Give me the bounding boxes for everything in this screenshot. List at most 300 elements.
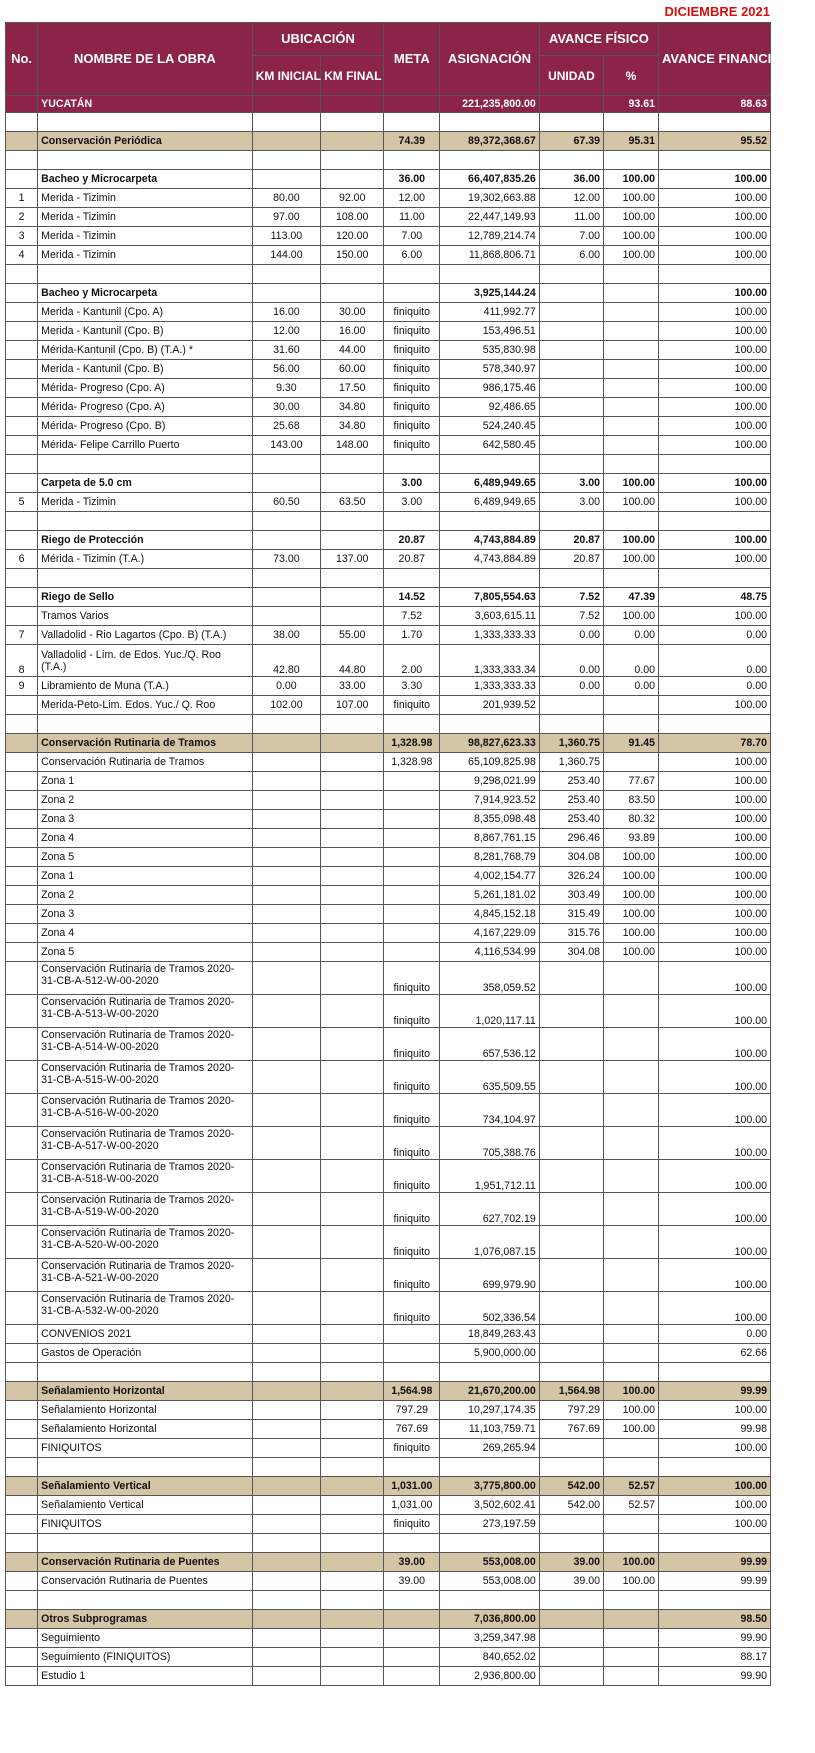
cell-km-inicial — [252, 943, 320, 962]
cell-unidad — [539, 1160, 603, 1193]
cell-name: Tramos Varios — [38, 607, 253, 626]
empty-cell — [6, 1591, 38, 1610]
cell-meta: finiquito — [384, 1160, 440, 1193]
empty-cell — [38, 113, 253, 132]
cell-asignacion: 986,175.46 — [440, 379, 540, 398]
cell-pct — [604, 1160, 659, 1193]
empty-cell — [384, 151, 440, 170]
cell-km-final: 33.00 — [321, 677, 384, 696]
cell-unidad — [539, 1648, 603, 1667]
cell-name: Conservación Rutinaria de Tramos — [38, 734, 253, 753]
cell-meta — [384, 810, 440, 829]
cell-avance-financiero: 100.00 — [658, 1094, 770, 1127]
cell-name: Señalamiento Vertical — [38, 1496, 253, 1515]
cell-unidad: 767.69 — [539, 1420, 603, 1439]
cell-meta: 1,564.98 — [384, 1382, 440, 1401]
cell-km-inicial — [252, 829, 320, 848]
cell-no — [6, 417, 38, 436]
empty-cell — [440, 455, 540, 474]
cell-meta: 39.00 — [384, 1572, 440, 1591]
cell-km-inicial: 42.80 — [252, 645, 320, 677]
cell-km-final — [321, 1160, 384, 1193]
cell-pct: 100.00 — [604, 924, 659, 943]
subtotal-row — [6, 531, 771, 550]
cell-unidad: 20.87 — [539, 531, 603, 550]
cell-km-final — [321, 132, 384, 151]
cell-asignacion: 269,265.94 — [440, 1439, 540, 1458]
cell-no — [6, 924, 38, 943]
cell-avance-financiero: 100.00 — [658, 284, 770, 303]
table-row — [6, 962, 771, 995]
empty-cell — [321, 512, 384, 531]
cell-asignacion: 89,372,368.67 — [440, 132, 540, 151]
table-row — [6, 436, 771, 455]
cell-avance-financiero: 95.52 — [658, 132, 770, 151]
cell-meta: finiquito — [384, 1292, 440, 1325]
cell-unidad — [539, 1094, 603, 1127]
table-row — [6, 1496, 771, 1515]
cell-km-final: 150.00 — [321, 246, 384, 265]
cell-km-inicial — [252, 791, 320, 810]
cell-asignacion: 635,509.55 — [440, 1061, 540, 1094]
cell-name: Conservación Rutinaria de Tramos 2020-31-CB-A-516-W-00-2020 — [38, 1094, 253, 1127]
cell-avance-financiero: 100.00 — [658, 1496, 770, 1515]
table-row — [6, 550, 771, 569]
table-row — [6, 1061, 771, 1094]
cell-pct — [604, 995, 659, 1028]
cell-unidad — [539, 322, 603, 341]
cell-km-inicial: 97.00 — [252, 208, 320, 227]
cell-asignacion: 4,116,534.99 — [440, 943, 540, 962]
cell-pct — [604, 1292, 659, 1325]
cell-unidad — [539, 1292, 603, 1325]
cell-unidad: 7.52 — [539, 607, 603, 626]
cell-name: Seguimiento (FINIQUITOS) — [38, 1648, 253, 1667]
cell-km-final — [321, 924, 384, 943]
cell-avance-financiero: 100.00 — [658, 303, 770, 322]
cell-km-inicial: 12.00 — [252, 322, 320, 341]
cell-name: Seguimiento — [38, 1629, 253, 1648]
empty-cell — [384, 1534, 440, 1553]
cell-avance-financiero: 100.00 — [658, 1292, 770, 1325]
works-table — [5, 22, 815, 1686]
cell-pct: 100.00 — [604, 246, 659, 265]
cell-meta — [384, 867, 440, 886]
cell-asignacion: 7,914,923.52 — [440, 791, 540, 810]
cell-no: 6 — [6, 550, 38, 569]
cell-meta: finiquito — [384, 360, 440, 379]
table-row — [6, 1127, 771, 1160]
table-row — [6, 1401, 771, 1420]
blank-row — [6, 715, 771, 734]
cell-avance-financiero: 0.00 — [658, 677, 770, 696]
cell-asignacion: 4,845,152.18 — [440, 905, 540, 924]
empty-cell — [440, 1534, 540, 1553]
cell-km-final: 30.00 — [321, 303, 384, 322]
cell-km-inicial: 25.68 — [252, 417, 320, 436]
table-row — [6, 867, 771, 886]
cell-km-inicial: 144.00 — [252, 246, 320, 265]
cell-no — [6, 284, 38, 303]
empty-cell — [321, 113, 384, 132]
empty-cell — [6, 1458, 38, 1477]
cell-unidad: 39.00 — [539, 1553, 603, 1572]
cell-asignacion: 5,261,181.02 — [440, 886, 540, 905]
cell-pct — [604, 398, 659, 417]
cell-no: 8 — [6, 645, 38, 677]
cell-km-final: 44.80 — [321, 645, 384, 677]
cell-km-inicial: 31.60 — [252, 341, 320, 360]
cell-pct — [604, 1515, 659, 1534]
cell-km-final — [321, 170, 384, 189]
cell-unidad: 315.76 — [539, 924, 603, 943]
cell-name: Riego de Sello — [38, 588, 253, 607]
empty-cell — [440, 265, 540, 284]
cell-asignacion: 4,743,884.89 — [440, 550, 540, 569]
cell-km-inicial — [252, 284, 320, 303]
cell-avance-financiero: 100.00 — [658, 810, 770, 829]
cell-avance-financiero: 100.00 — [658, 1259, 770, 1292]
cell-meta: finiquito — [384, 1193, 440, 1226]
cell-name: Merida - Tizimin — [38, 227, 253, 246]
table-row — [6, 791, 771, 810]
cell-asignacion: 5,900,000.00 — [440, 1344, 540, 1363]
cell-meta: 3.00 — [384, 493, 440, 512]
cell-unidad: 1,360.75 — [539, 734, 603, 753]
cell-asignacion: 12,789,214.74 — [440, 227, 540, 246]
cell-avance-financiero: 100.00 — [658, 436, 770, 455]
cell-unidad: 3.00 — [539, 474, 603, 493]
table-row — [6, 1193, 771, 1226]
table-row — [6, 1439, 771, 1458]
cell-km-inicial — [252, 1496, 320, 1515]
cell-no: 5 — [6, 493, 38, 512]
cell-avance-financiero: 99.90 — [658, 1629, 770, 1648]
cell-no — [6, 734, 38, 753]
cell-name: Carpeta de 5.0 cm — [38, 474, 253, 493]
cell-km-inicial — [252, 753, 320, 772]
cell-no — [6, 1193, 38, 1226]
header-unidad: UNIDAD — [539, 56, 603, 96]
cell-asignacion: 411,992.77 — [440, 303, 540, 322]
cell-km-inicial — [252, 1028, 320, 1061]
cell-km-final — [321, 1401, 384, 1420]
cell-no — [6, 905, 38, 924]
cell-km-final — [321, 1667, 384, 1686]
cell-meta: 3.00 — [384, 474, 440, 493]
cell-name: Mérida - Tizimin (T.A.) — [38, 550, 253, 569]
cell-pct: 100.00 — [604, 607, 659, 626]
empty-cell — [440, 512, 540, 531]
cell-meta: 767.69 — [384, 1420, 440, 1439]
blank-row — [6, 113, 771, 132]
cell-pct — [604, 1610, 659, 1629]
cell-meta: finiquito — [384, 417, 440, 436]
cell-meta — [384, 1325, 440, 1344]
cell-avance-financiero: 100.00 — [658, 1028, 770, 1061]
cell-km-final: 107.00 — [321, 696, 384, 715]
cell-unidad: 326.24 — [539, 867, 603, 886]
cell-unidad: 20.87 — [539, 550, 603, 569]
cell-asignacion: 8,867,761.15 — [440, 829, 540, 848]
cell-asignacion: 535,830.98 — [440, 341, 540, 360]
cell-pct — [604, 1344, 659, 1363]
cell-unidad: 296.46 — [539, 829, 603, 848]
empty-cell — [384, 113, 440, 132]
cell-km-final — [321, 943, 384, 962]
cell-km-inicial — [252, 1094, 320, 1127]
cell-km-inicial — [252, 1061, 320, 1094]
cell-pct — [604, 1439, 659, 1458]
cell-name: Merida - Tizimin — [38, 189, 253, 208]
cell-avance-financiero: 100.00 — [658, 417, 770, 436]
cell-name: Zona 2 — [38, 886, 253, 905]
empty-cell — [252, 1363, 320, 1382]
cell-avance-financiero: 100.00 — [658, 753, 770, 772]
cell-meta: 2.00 — [384, 645, 440, 677]
cell-no — [6, 341, 38, 360]
cell-no — [6, 696, 38, 715]
cell-name: Conservación Rutinaria de Tramos 2020-31-CB-A-514-W-00-2020 — [38, 1028, 253, 1061]
cell-avance-financiero: 0.00 — [658, 626, 770, 645]
cell-pct: 100.00 — [604, 905, 659, 924]
cell-pct: 0.00 — [604, 626, 659, 645]
cell-unidad: 7.00 — [539, 227, 603, 246]
cell-no — [6, 1496, 38, 1515]
cell-avance-financiero: 100.00 — [658, 550, 770, 569]
cell-unidad: 797.29 — [539, 1401, 603, 1420]
cell-unidad — [539, 995, 603, 1028]
cell-no: 9 — [6, 677, 38, 696]
cell-km-inicial: 16.00 — [252, 303, 320, 322]
cell-no — [6, 1325, 38, 1344]
cell-km-inicial — [252, 1292, 320, 1325]
table-row — [6, 322, 771, 341]
empty-cell — [6, 455, 38, 474]
cell-meta: finiquito — [384, 398, 440, 417]
cell-meta — [384, 96, 440, 113]
cell-name: Libramiento de Muna (T.A.) — [38, 677, 253, 696]
cell-avance-financiero: 100.00 — [658, 170, 770, 189]
cell-unidad — [539, 1439, 603, 1458]
cell-avance-financiero: 100.00 — [658, 829, 770, 848]
empty-cell — [658, 1458, 770, 1477]
cell-pct: 100.00 — [604, 1572, 659, 1591]
cell-km-final — [321, 1610, 384, 1629]
empty-cell — [539, 1591, 603, 1610]
cell-avance-financiero: 0.00 — [658, 1325, 770, 1344]
cell-km-inicial — [252, 474, 320, 493]
cell-asignacion: 92,486.65 — [440, 398, 540, 417]
empty-cell — [604, 113, 659, 132]
table-row — [6, 1292, 771, 1325]
empty-cell — [658, 1591, 770, 1610]
empty-cell — [539, 1534, 603, 1553]
cell-asignacion: 153,496.51 — [440, 322, 540, 341]
cell-km-final — [321, 848, 384, 867]
cell-asignacion: 3,603,615.11 — [440, 607, 540, 626]
cell-asignacion: 1,951,712.11 — [440, 1160, 540, 1193]
cell-pct: 100.00 — [604, 474, 659, 493]
cell-name: Zona 1 — [38, 867, 253, 886]
cell-meta: finiquito — [384, 1028, 440, 1061]
cell-name: Merida - Kantunil (Cpo. B) — [38, 322, 253, 341]
cell-no — [6, 848, 38, 867]
cell-pct: 100.00 — [604, 886, 659, 905]
cell-km-inicial — [252, 1420, 320, 1439]
cell-name: Merida - Tizimin — [38, 208, 253, 227]
cell-name: Zona 4 — [38, 924, 253, 943]
cell-meta: finiquito — [384, 962, 440, 995]
empty-cell — [321, 569, 384, 588]
cell-no: 7 — [6, 626, 38, 645]
cell-no — [6, 772, 38, 791]
cell-km-final — [321, 1382, 384, 1401]
cell-avance-financiero: 88.63 — [658, 96, 770, 113]
table-row — [6, 1629, 771, 1648]
cell-unidad — [539, 1667, 603, 1686]
table-row — [6, 1420, 771, 1439]
empty-cell — [440, 569, 540, 588]
cell-km-final — [321, 531, 384, 550]
cell-asignacion: 4,167,229.09 — [440, 924, 540, 943]
cell-name: CONVENIOS 2021 — [38, 1325, 253, 1344]
cell-asignacion: 4,743,884.89 — [440, 531, 540, 550]
header-km-final: KM FINAL — [321, 56, 384, 96]
cell-no — [6, 1094, 38, 1127]
cell-pct: 100.00 — [604, 550, 659, 569]
cell-km-final — [321, 867, 384, 886]
table-row — [6, 417, 771, 436]
cell-meta: 12.00 — [384, 189, 440, 208]
blank-row — [6, 151, 771, 170]
cell-no — [6, 1572, 38, 1591]
cell-no — [6, 170, 38, 189]
cell-avance-financiero: 100.00 — [658, 791, 770, 810]
cell-no — [6, 1401, 38, 1420]
cell-km-inicial — [252, 170, 320, 189]
table-row — [6, 645, 771, 677]
empty-cell — [6, 569, 38, 588]
header-obra: NOMBRE DE LA OBRA — [38, 23, 253, 96]
cell-no — [6, 791, 38, 810]
empty-cell — [658, 455, 770, 474]
empty-cell — [321, 715, 384, 734]
cell-asignacion: 21,670,200.00 — [440, 1382, 540, 1401]
table-row — [6, 1259, 771, 1292]
cell-avance-financiero: 99.99 — [658, 1382, 770, 1401]
cell-pct — [604, 1226, 659, 1259]
cell-asignacion: 8,281,768.79 — [440, 848, 540, 867]
cell-asignacion: 3,259,347.98 — [440, 1629, 540, 1648]
cell-name: Zona 5 — [38, 943, 253, 962]
empty-cell — [539, 512, 603, 531]
cell-meta: finiquito — [384, 1515, 440, 1534]
cell-km-inicial — [252, 96, 320, 113]
cell-name: Zona 1 — [38, 772, 253, 791]
cell-meta: finiquito — [384, 303, 440, 322]
cell-meta: 74.39 — [384, 132, 440, 151]
table-row — [6, 772, 771, 791]
cell-km-inicial — [252, 1477, 320, 1496]
cell-avance-financiero: 100.00 — [658, 1193, 770, 1226]
cell-unidad — [539, 417, 603, 436]
cell-km-final — [321, 1496, 384, 1515]
cell-asignacion: 578,340.97 — [440, 360, 540, 379]
cell-meta: 6.00 — [384, 246, 440, 265]
empty-cell — [252, 455, 320, 474]
header-asignacion: ASIGNACIÓN — [440, 23, 540, 96]
cell-km-inicial — [252, 1439, 320, 1458]
cell-km-final: 44.00 — [321, 341, 384, 360]
cell-meta: finiquito — [384, 1061, 440, 1094]
cell-avance-financiero: 100.00 — [658, 1477, 770, 1496]
cell-asignacion: 6,489,949.65 — [440, 474, 540, 493]
table-row — [6, 1325, 771, 1344]
cell-name: Merida - Tizimin — [38, 246, 253, 265]
cell-name: Otros Subprogramas — [38, 1610, 253, 1629]
cell-no — [6, 829, 38, 848]
cell-pct — [604, 341, 659, 360]
cell-no — [6, 753, 38, 772]
table-row — [6, 341, 771, 360]
cell-km-inicial — [252, 132, 320, 151]
cell-km-inicial: 60.50 — [252, 493, 320, 512]
cell-asignacion: 201,939.52 — [440, 696, 540, 715]
cell-no: 1 — [6, 189, 38, 208]
cell-unidad: 253.40 — [539, 791, 603, 810]
cell-meta — [384, 943, 440, 962]
cell-pct: 100.00 — [604, 943, 659, 962]
table-row — [6, 1648, 771, 1667]
empty-cell — [321, 1458, 384, 1477]
cell-asignacion: 553,008.00 — [440, 1572, 540, 1591]
cell-no — [6, 1667, 38, 1686]
cell-unidad: 542.00 — [539, 1477, 603, 1496]
cell-meta: 7.00 — [384, 227, 440, 246]
cell-name: Conservación Rutinaria de Tramos 2020-31-CB-A-518-W-00-2020 — [38, 1160, 253, 1193]
empty-cell — [252, 151, 320, 170]
table-row — [6, 303, 771, 322]
cell-avance-financiero: 100.00 — [658, 493, 770, 512]
cell-unidad — [539, 1629, 603, 1648]
cell-km-final: 16.00 — [321, 322, 384, 341]
cell-name: Riego de Protección — [38, 531, 253, 550]
cell-km-final — [321, 995, 384, 1028]
table-row — [6, 1160, 771, 1193]
cell-no — [6, 379, 38, 398]
blank-row — [6, 512, 771, 531]
cell-pct: 95.31 — [604, 132, 659, 151]
cell-asignacion: 18,849,263.43 — [440, 1325, 540, 1344]
table-row — [6, 398, 771, 417]
cell-avance-financiero: 100.00 — [658, 943, 770, 962]
table-row — [6, 1667, 771, 1686]
empty-cell — [38, 1363, 253, 1382]
cell-avance-financiero: 100.00 — [658, 531, 770, 550]
empty-cell — [38, 512, 253, 531]
cell-asignacion: 2,936,800.00 — [440, 1667, 540, 1686]
header-km-inicial: KM INICIAL — [252, 56, 320, 96]
cell-asignacion: 66,407,835.26 — [440, 170, 540, 189]
table-row — [6, 753, 771, 772]
cell-km-final — [321, 1477, 384, 1496]
cell-km-final — [321, 1344, 384, 1363]
cell-name: YUCATÁN — [38, 96, 253, 113]
cell-name: Señalamiento Horizontal — [38, 1382, 253, 1401]
cell-km-inicial — [252, 1553, 320, 1572]
cell-km-inicial — [252, 1259, 320, 1292]
